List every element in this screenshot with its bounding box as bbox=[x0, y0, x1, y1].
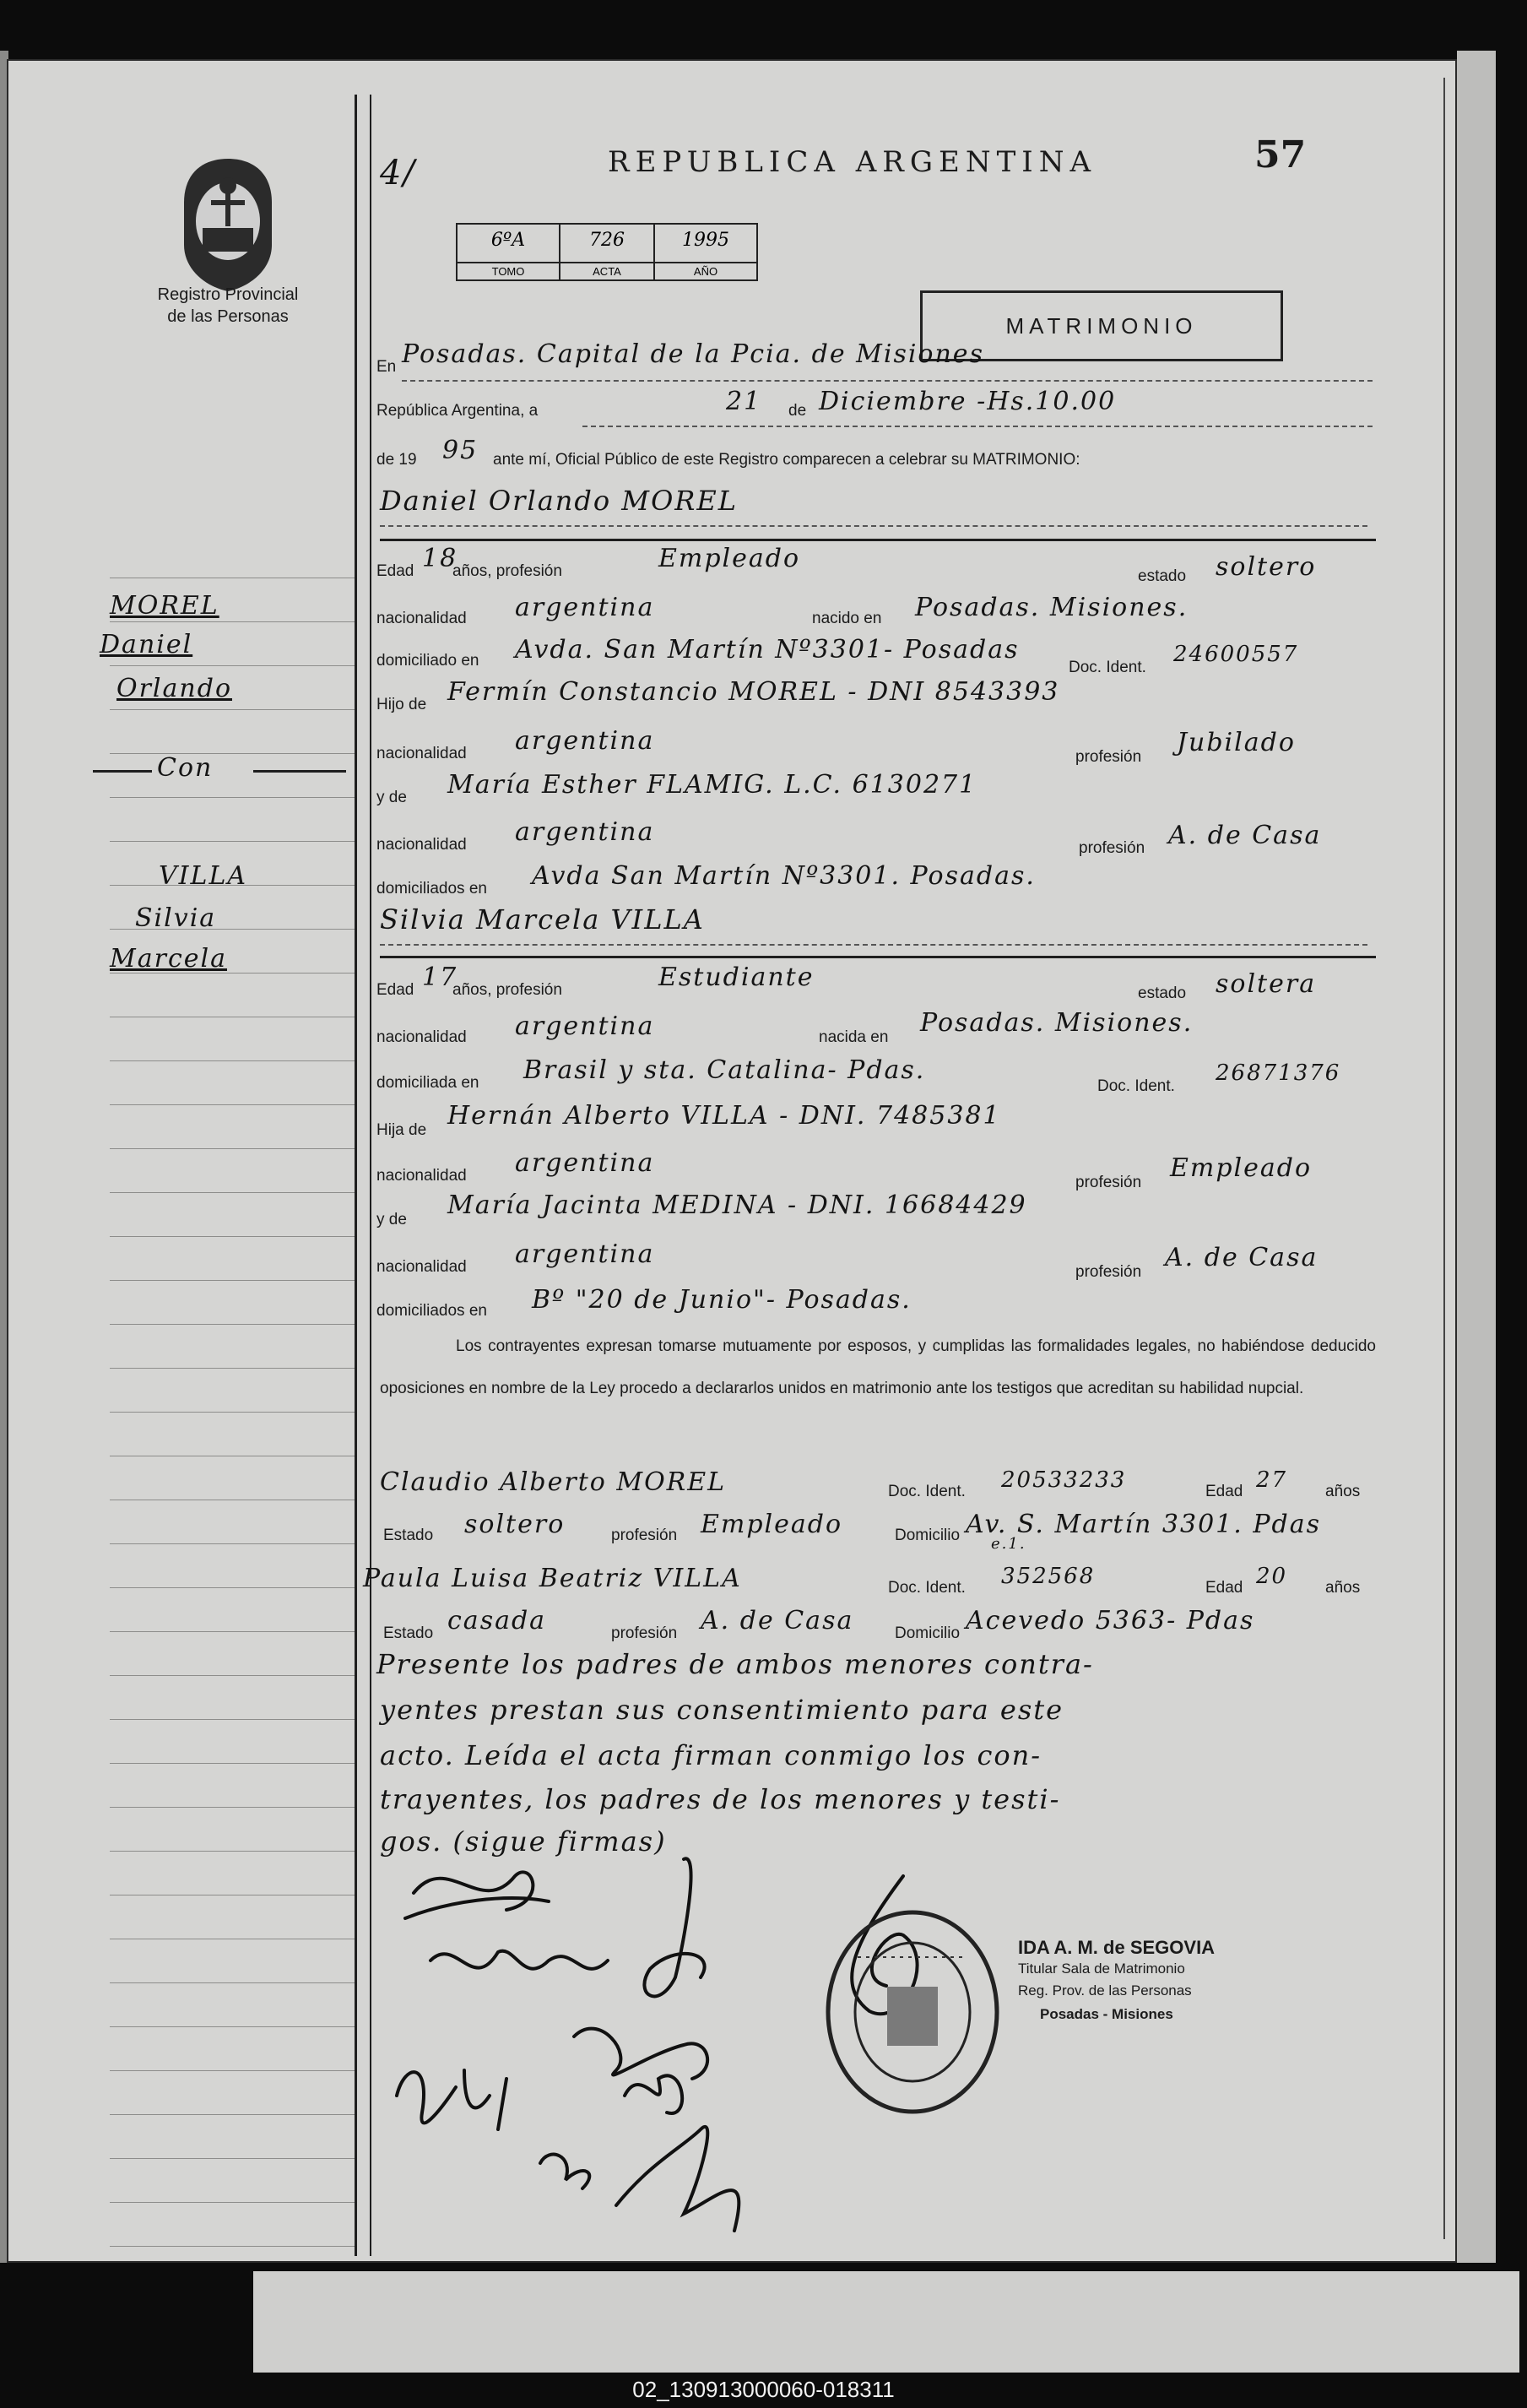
registry-name-line2: de las Personas bbox=[167, 307, 289, 326]
declaration-paragraph: Los contrayentes expresan tomarse mutuamente por esposos, y cumplidas las formalidades legales, no habiéndose deducido oposiciones en nombre de la Ley procedo a declararlos unidos en matrimonio ante los testigos que acreditan su habilidad nupcial. bbox=[380, 1337, 1376, 1397]
witness2-edad-value: 20 bbox=[1256, 1564, 1288, 1589]
witness1-prof-value: Empleado bbox=[701, 1510, 843, 1539]
bride-mother-prof-label: profesión bbox=[1075, 1263, 1142, 1281]
groom-section-divider bbox=[380, 539, 1376, 541]
margin-rule-line bbox=[110, 1236, 355, 1237]
bride-father-prof-value: Empleado bbox=[1170, 1153, 1313, 1183]
witness2-prof-label: profesión bbox=[611, 1624, 678, 1642]
acta-value: 726 bbox=[589, 230, 625, 251]
margin-rule-line bbox=[110, 1280, 355, 1281]
groom-edad-label: Edad bbox=[376, 562, 414, 580]
official-stamp-line2: Titular Sala de Matrimonio bbox=[1018, 1961, 1185, 1977]
right-border-line bbox=[1443, 78, 1445, 2239]
ano-label: AÑO bbox=[655, 262, 756, 278]
book-bottom-edge bbox=[253, 2271, 1519, 2373]
margin-rule-line bbox=[110, 1060, 355, 1061]
margin-rule-line bbox=[110, 2026, 355, 2027]
day-value: 21 bbox=[726, 387, 762, 416]
groom-doc-label: Doc. Ident. bbox=[1069, 659, 1146, 676]
witness2-edad-label: Edad bbox=[1205, 1579, 1243, 1597]
top-initials-mark: 4/ bbox=[380, 154, 416, 193]
groom-mother-prof-label: profesión bbox=[1079, 839, 1145, 857]
groom-estado-value: soltero bbox=[1216, 552, 1317, 582]
bride-estado-value: soltera bbox=[1216, 969, 1317, 999]
place-line bbox=[402, 380, 1373, 382]
margin-rule-line bbox=[110, 1368, 355, 1369]
date-line bbox=[582, 426, 1373, 427]
notes-line3: acto. Leída el acta firman conmigo los con- bbox=[380, 1739, 1042, 1771]
witness2-estado-label: Estado bbox=[383, 1624, 434, 1642]
signature-7 bbox=[540, 2155, 589, 2188]
margin-rule-line bbox=[110, 753, 355, 754]
margin-divider-line-2 bbox=[370, 95, 371, 2256]
republic-heading: REPUBLICA ARGENTINA bbox=[608, 145, 1097, 179]
groom-father-prof-label: profesión bbox=[1075, 748, 1142, 766]
margin-rule-line bbox=[110, 621, 355, 622]
margin-bride-first: Silvia bbox=[135, 903, 217, 933]
groom-nacido-label: nacido en bbox=[812, 610, 882, 627]
margin-rule-line bbox=[110, 1104, 355, 1105]
margin-rule-line bbox=[110, 1543, 355, 1544]
notes-line1: Presente los padres de ambos menores contra- bbox=[376, 1648, 1094, 1680]
de19-label: de 19 bbox=[376, 451, 417, 469]
margin-rule-line bbox=[110, 2246, 355, 2247]
margin-con: Con bbox=[157, 753, 214, 783]
margin-rule-line bbox=[110, 1148, 355, 1149]
margin-bride-surname: VILLA bbox=[159, 861, 248, 891]
margin-rule-line bbox=[110, 1982, 355, 1983]
groom-nacionalidad-label: nacionalidad bbox=[376, 610, 467, 627]
groom-nacionalidad-value: argentina bbox=[515, 593, 655, 622]
witness2-dom-value: Acevedo 5363- Pdas bbox=[966, 1606, 1255, 1635]
signature-8 bbox=[616, 2127, 739, 2231]
witness2-name: Paula Luisa Beatriz VILLA bbox=[363, 1564, 742, 1593]
groom-edad-value: 18 bbox=[422, 544, 458, 573]
margin-groom-second: Orlando bbox=[116, 674, 233, 703]
margin-rule-line bbox=[110, 1412, 355, 1413]
notes-line5: gos. (sigue firmas) bbox=[380, 1825, 667, 1858]
groom-parents-dom-label: domiciliados en bbox=[376, 880, 487, 898]
margin-rule-line bbox=[110, 841, 355, 842]
witness1-anos: años bbox=[1325, 1483, 1361, 1500]
page-edge-right bbox=[1457, 51, 1496, 2263]
margin-rule-line bbox=[110, 1763, 355, 1764]
signature-1 bbox=[405, 1872, 549, 1918]
witness1-doc-label: Doc. Ident. bbox=[888, 1483, 966, 1500]
signature-5 bbox=[574, 2029, 707, 2079]
witness2-prof-value: A. de Casa bbox=[701, 1606, 854, 1635]
bride-anos-profesion-label: años, profesión bbox=[452, 981, 562, 999]
bride-nacida-value: Posadas. Misiones. bbox=[920, 1008, 1194, 1038]
groom-father-value: Fermín Constancio MOREL - DNI 8543393 bbox=[447, 677, 1060, 707]
margin-rule-line bbox=[110, 797, 355, 798]
bride-father-value: Hernán Alberto VILLA - DNI. 7485381 bbox=[447, 1101, 1001, 1131]
page-number: 57 bbox=[1254, 133, 1307, 176]
tomo-label: TOMO bbox=[458, 262, 559, 278]
registry-seal bbox=[824, 1906, 1001, 2118]
official-stamp-line1: IDA A. M. de SEGOVIA bbox=[1018, 1937, 1216, 1958]
witness1-doc-value: 20533233 bbox=[1001, 1467, 1127, 1493]
margin-rule-line bbox=[110, 1631, 355, 1632]
bride-nacionalidad-value: argentina bbox=[515, 1011, 655, 1041]
margin-rule-line bbox=[110, 2114, 355, 2115]
witness1-dom-label: Domicilio bbox=[895, 1527, 961, 1544]
ano-value: 1995 bbox=[682, 230, 729, 251]
bride-domicilio-label: domiciliada en bbox=[376, 1074, 479, 1092]
bride-domicilio-value: Brasil y sta. Catalina- Pdas. bbox=[523, 1055, 926, 1085]
bride-edad-label: Edad bbox=[376, 981, 414, 999]
groom-mother-nac-label: nacionalidad bbox=[376, 836, 467, 854]
margin-rule-line bbox=[110, 2070, 355, 2071]
bride-hija-label: Hija de bbox=[376, 1121, 427, 1139]
margin-rule-line bbox=[110, 709, 355, 710]
margin-rule-line bbox=[110, 1719, 355, 1720]
groom-anos-profesion-label: años, profesión bbox=[452, 562, 562, 580]
margin-divider-line bbox=[355, 95, 357, 2256]
bride-doc-value: 26871376 bbox=[1216, 1060, 1341, 1086]
bride-section-divider bbox=[380, 956, 1376, 958]
bride-edad-value: 17 bbox=[422, 963, 458, 992]
provincial-coat-of-arms bbox=[169, 152, 287, 296]
bride-estado-label: estado bbox=[1138, 984, 1187, 1002]
margin-rule-line bbox=[110, 2158, 355, 2159]
margin-rule-line bbox=[110, 2202, 355, 2203]
witness1-estado-value: soltero bbox=[464, 1510, 566, 1539]
groom-mother-value: María Esther FLAMIG. L.C. 6130271 bbox=[447, 770, 977, 800]
place-value: Posadas. Capital de la Pcia. de Misiones bbox=[402, 339, 984, 369]
bride-parents-dom-value: Bº "20 de Junio"- Posadas. bbox=[532, 1285, 912, 1315]
official-stamp-line3: Reg. Prov. de las Personas bbox=[1018, 1982, 1192, 1999]
margin-rule-line bbox=[110, 1587, 355, 1588]
margin-rule-line bbox=[110, 1192, 355, 1193]
bride-father-nac-value: argentina bbox=[515, 1148, 655, 1178]
witness2-doc-value: 352568 bbox=[1001, 1564, 1096, 1589]
year-value: 95 bbox=[442, 436, 479, 465]
bride-nacionalidad-label: nacionalidad bbox=[376, 1028, 467, 1046]
registry-name-line1: Registro Provincial bbox=[157, 285, 299, 304]
groom-name: Daniel Orlando MOREL bbox=[380, 485, 738, 517]
groom-profesion-value: Empleado bbox=[658, 544, 801, 573]
en-label: En bbox=[376, 358, 397, 376]
groom-father-prof-value: Jubilado bbox=[1177, 728, 1296, 757]
margin-rule-line bbox=[110, 1851, 355, 1852]
record-number-table bbox=[456, 223, 758, 281]
margin-rule-line bbox=[110, 665, 355, 666]
witness2-anos: años bbox=[1325, 1579, 1361, 1597]
groom-name-line bbox=[380, 525, 1367, 527]
signature-6 bbox=[625, 2075, 682, 2113]
notes-line2: yentes prestan sus consentimiento para este bbox=[380, 1694, 1064, 1726]
groom-father-nac-value: argentina bbox=[515, 726, 655, 756]
signature-3 bbox=[644, 1858, 704, 1996]
witness1-edad-value: 27 bbox=[1256, 1467, 1288, 1493]
witness2-estado-value: casada bbox=[447, 1606, 547, 1635]
margin-dash-left bbox=[93, 770, 152, 773]
statement-text: ante mí, Oficial Público de este Registro comparecen a celebrar su MATRIMONIO: bbox=[493, 451, 1080, 469]
acta-label: ACTA bbox=[560, 262, 653, 278]
witness2-dom-label: Domicilio bbox=[895, 1624, 961, 1642]
margin-bride-second: Marcela bbox=[110, 944, 227, 974]
witness1-dom-note: e.1. bbox=[991, 1535, 1026, 1553]
de-label: de bbox=[788, 402, 807, 420]
groom-father-nac-label: nacionalidad bbox=[376, 745, 467, 762]
witness1-estado-label: Estado bbox=[383, 1527, 434, 1544]
groom-nacido-value: Posadas. Misiones. bbox=[915, 593, 1189, 622]
signature-2 bbox=[430, 1951, 608, 1969]
bride-doc-label: Doc. Ident. bbox=[1097, 1077, 1175, 1095]
bride-parents-dom-label: domiciliados en bbox=[376, 1302, 487, 1320]
tomo-value: 6ºA bbox=[490, 230, 526, 251]
bride-profesion-value: Estudiante bbox=[658, 963, 815, 992]
margin-dash-right bbox=[253, 770, 346, 773]
groom-estado-label: estado bbox=[1138, 567, 1187, 585]
witness1-name: Claudio Alberto MOREL bbox=[380, 1467, 727, 1497]
groom-yde-label: y de bbox=[376, 789, 407, 806]
bride-father-nac-label: nacionalidad bbox=[376, 1167, 467, 1185]
witness2-doc-label: Doc. Ident. bbox=[888, 1579, 966, 1597]
margin-ruled-lines bbox=[110, 61, 355, 2261]
groom-mother-prof-value: A. de Casa bbox=[1168, 821, 1322, 850]
margin-rule-line bbox=[110, 1675, 355, 1676]
act-type-box: MATRIMONIO bbox=[920, 290, 1283, 361]
groom-domicilio-label: domiciliado en bbox=[376, 652, 479, 670]
groom-hijo-label: Hijo de bbox=[376, 696, 427, 713]
republica-label: República Argentina, a bbox=[376, 402, 539, 420]
margin-rule-line bbox=[110, 1324, 355, 1325]
bride-mother-prof-value: A. de Casa bbox=[1165, 1243, 1319, 1272]
official-stamp-line4: Posadas - Misiones bbox=[1040, 2006, 1173, 2022]
marriage-certificate-page bbox=[7, 59, 1457, 2263]
bride-name-line bbox=[380, 944, 1367, 946]
month-value: Diciembre -Hs.10.00 bbox=[819, 387, 1117, 416]
margin-rule-line bbox=[110, 1807, 355, 1808]
notes-line4: trayentes, los padres de los menores y testi- bbox=[380, 1783, 1061, 1815]
bride-mother-nac-value: argentina bbox=[515, 1239, 655, 1269]
bride-yde-label: y de bbox=[376, 1211, 407, 1228]
margin-groom-surname: MOREL bbox=[110, 591, 219, 621]
bride-mother-nac-label: nacionalidad bbox=[376, 1258, 467, 1276]
document-id-caption: 02_130913000060-018311 bbox=[632, 2377, 895, 2402]
groom-mother-nac-value: argentina bbox=[515, 817, 655, 847]
witness1-prof-label: profesión bbox=[611, 1527, 678, 1544]
margin-groom-first: Daniel bbox=[100, 630, 193, 659]
bride-mother-value: María Jacinta MEDINA - DNI. 16684429 bbox=[447, 1190, 1027, 1220]
groom-parents-dom-value: Avda San Martín Nº3301. Posadas. bbox=[532, 861, 1036, 891]
signature-4 bbox=[397, 2070, 506, 2129]
witness1-dom-value: Av. S. Martín 3301. Pdas bbox=[966, 1510, 1322, 1539]
groom-doc-value: 24600557 bbox=[1173, 642, 1299, 667]
groom-domicilio-value: Avda. San Martín Nº3301- Posadas bbox=[515, 635, 1020, 664]
bride-name: Silvia Marcela VILLA bbox=[380, 903, 705, 936]
bride-father-prof-label: profesión bbox=[1075, 1174, 1142, 1191]
witness1-edad-label: Edad bbox=[1205, 1483, 1243, 1500]
bride-nacida-label: nacida en bbox=[819, 1028, 889, 1046]
